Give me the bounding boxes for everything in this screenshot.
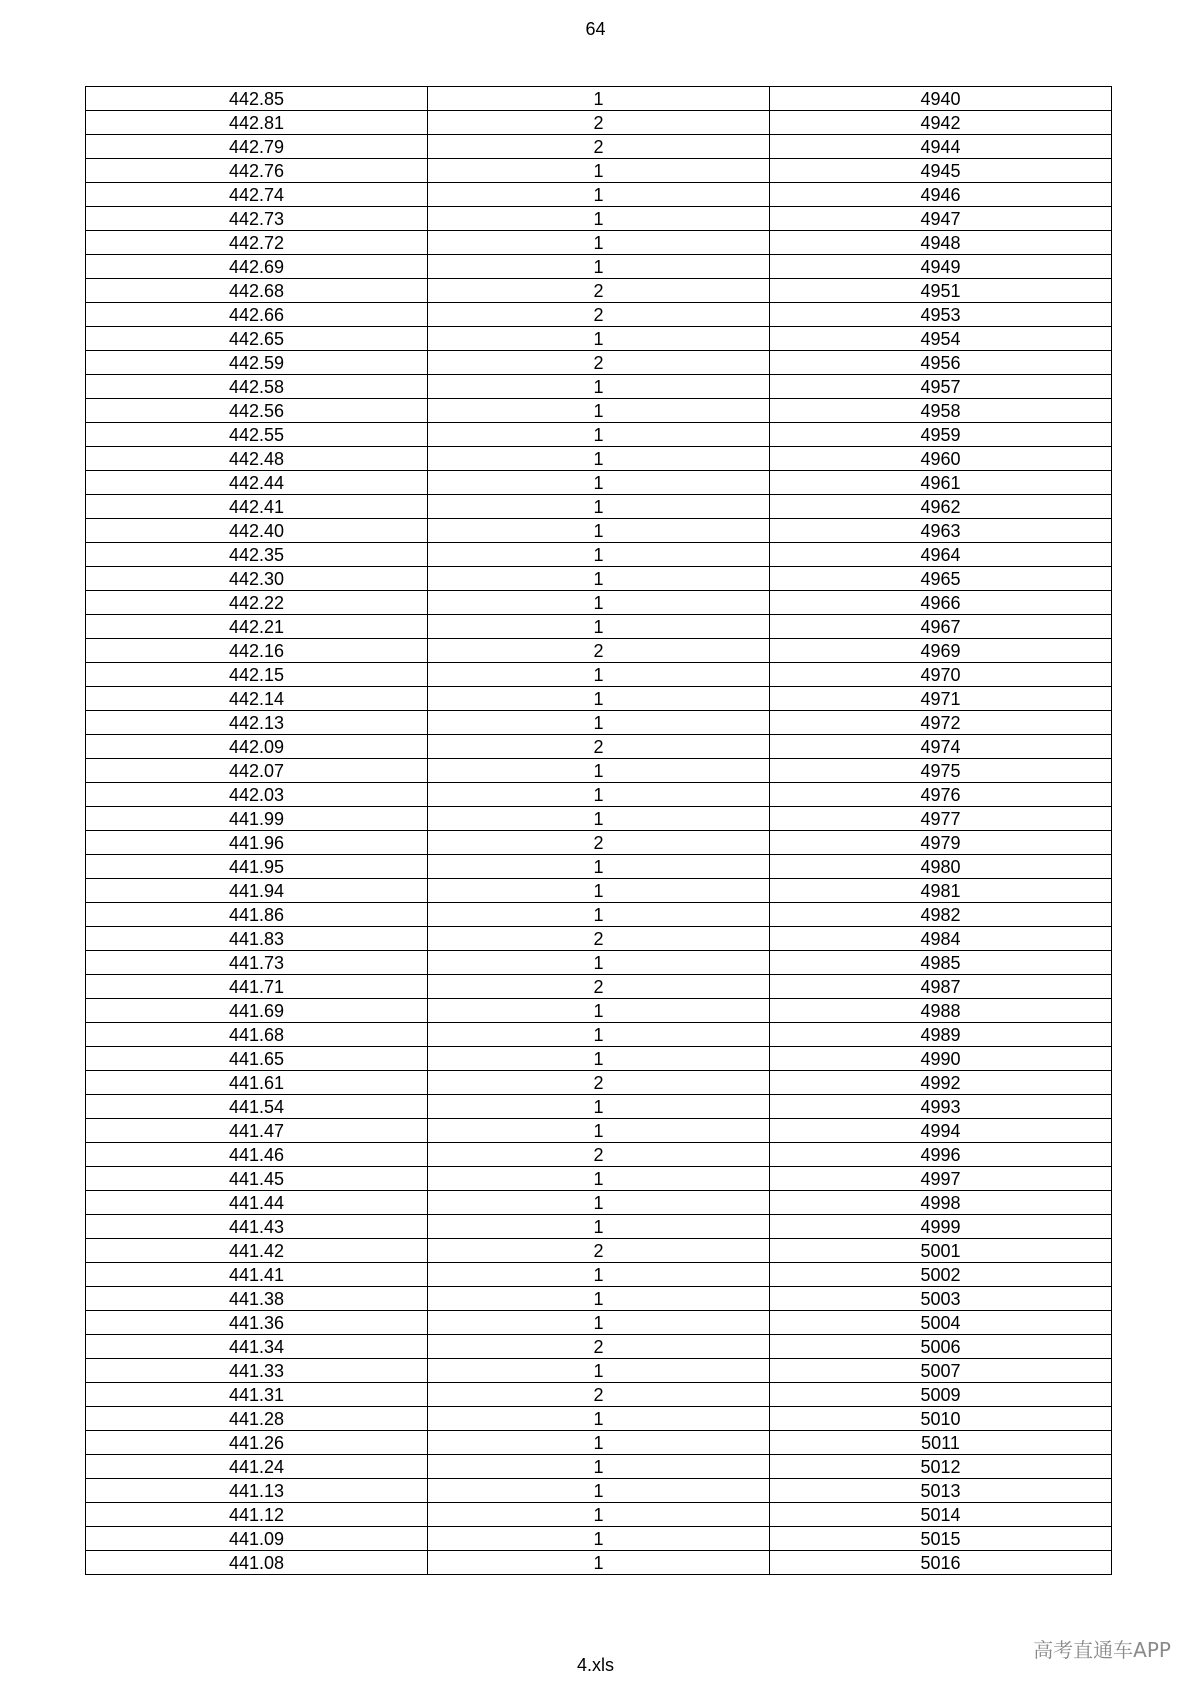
table-row xyxy=(86,1287,1112,1311)
rank-cell: 4985 xyxy=(770,951,1112,975)
rank-cell: 4967 xyxy=(770,615,1112,639)
score-cell: 442.66 xyxy=(86,303,428,327)
rank-cell: 4961 xyxy=(770,471,1112,495)
table-row xyxy=(86,327,1112,351)
table-row xyxy=(86,1407,1112,1431)
table-row xyxy=(86,399,1112,423)
rank-cell: 5007 xyxy=(770,1359,1112,1383)
count-cell: 1 xyxy=(428,783,770,807)
table-row xyxy=(86,1119,1112,1143)
table-row xyxy=(86,807,1112,831)
count-cell: 1 xyxy=(428,1263,770,1287)
count-cell: 1 xyxy=(428,663,770,687)
count-cell: 1 xyxy=(428,567,770,591)
score-cell: 441.34 xyxy=(86,1335,428,1359)
score-cell: 442.72 xyxy=(86,231,428,255)
count-cell: 2 xyxy=(428,303,770,327)
count-cell: 1 xyxy=(428,711,770,735)
count-cell: 2 xyxy=(428,735,770,759)
count-cell: 2 xyxy=(428,1239,770,1263)
table-row xyxy=(86,1143,1112,1167)
score-cell: 441.96 xyxy=(86,831,428,855)
count-cell: 2 xyxy=(428,831,770,855)
score-cell: 441.71 xyxy=(86,975,428,999)
table-row xyxy=(86,783,1112,807)
count-cell: 1 xyxy=(428,1311,770,1335)
score-cell: 441.41 xyxy=(86,1263,428,1287)
rank-cell: 4997 xyxy=(770,1167,1112,1191)
table-row xyxy=(86,111,1112,135)
table-row xyxy=(86,1215,1112,1239)
score-cell: 442.74 xyxy=(86,183,428,207)
score-cell: 441.09 xyxy=(86,1527,428,1551)
score-cell: 441.12 xyxy=(86,1503,428,1527)
count-cell: 2 xyxy=(428,927,770,951)
rank-cell: 4942 xyxy=(770,111,1112,135)
table-row xyxy=(86,1335,1112,1359)
rank-cell: 4956 xyxy=(770,351,1112,375)
rank-cell: 5004 xyxy=(770,1311,1112,1335)
rank-cell: 5003 xyxy=(770,1287,1112,1311)
table-row xyxy=(86,1311,1112,1335)
rank-cell: 4996 xyxy=(770,1143,1112,1167)
score-cell: 441.86 xyxy=(86,903,428,927)
table-row xyxy=(86,543,1112,567)
count-cell: 1 xyxy=(428,375,770,399)
rank-cell: 4946 xyxy=(770,183,1112,207)
count-cell: 1 xyxy=(428,399,770,423)
rank-cell: 4953 xyxy=(770,303,1112,327)
table-row xyxy=(86,1095,1112,1119)
score-cell: 441.68 xyxy=(86,1023,428,1047)
table-row xyxy=(86,1047,1112,1071)
count-cell: 1 xyxy=(428,495,770,519)
count-cell: 2 xyxy=(428,1383,770,1407)
score-cell: 442.22 xyxy=(86,591,428,615)
count-cell: 1 xyxy=(428,1023,770,1047)
table-row xyxy=(86,1071,1112,1095)
rank-cell: 4994 xyxy=(770,1119,1112,1143)
count-cell: 1 xyxy=(428,1215,770,1239)
score-cell: 442.73 xyxy=(86,207,428,231)
rank-cell: 5002 xyxy=(770,1263,1112,1287)
score-cell: 441.36 xyxy=(86,1311,428,1335)
score-cell: 442.65 xyxy=(86,327,428,351)
rank-cell: 4987 xyxy=(770,975,1112,999)
count-cell: 1 xyxy=(428,999,770,1023)
rank-cell: 4969 xyxy=(770,639,1112,663)
score-cell: 442.58 xyxy=(86,375,428,399)
score-cell: 441.46 xyxy=(86,1143,428,1167)
count-cell: 1 xyxy=(428,591,770,615)
table-row xyxy=(86,639,1112,663)
score-cell: 442.21 xyxy=(86,615,428,639)
table-row xyxy=(86,207,1112,231)
rank-cell: 4954 xyxy=(770,327,1112,351)
table-row xyxy=(86,231,1112,255)
table-row xyxy=(86,879,1112,903)
rank-cell: 5013 xyxy=(770,1479,1112,1503)
count-cell: 1 xyxy=(428,1551,770,1575)
score-cell: 442.76 xyxy=(86,159,428,183)
score-cell: 442.30 xyxy=(86,567,428,591)
table-row xyxy=(86,735,1112,759)
score-cell: 441.69 xyxy=(86,999,428,1023)
score-table xyxy=(85,86,1112,1575)
score-cell: 441.95 xyxy=(86,855,428,879)
score-cell: 442.69 xyxy=(86,255,428,279)
table-row xyxy=(86,135,1112,159)
count-cell: 1 xyxy=(428,471,770,495)
count-cell: 1 xyxy=(428,255,770,279)
count-cell: 1 xyxy=(428,159,770,183)
score-cell: 442.81 xyxy=(86,111,428,135)
rank-cell: 5016 xyxy=(770,1551,1112,1575)
count-cell: 1 xyxy=(428,1479,770,1503)
rank-cell: 4974 xyxy=(770,735,1112,759)
count-cell: 2 xyxy=(428,1335,770,1359)
score-cell: 441.83 xyxy=(86,927,428,951)
rank-cell: 4982 xyxy=(770,903,1112,927)
rank-cell: 4989 xyxy=(770,1023,1112,1047)
rank-cell: 4977 xyxy=(770,807,1112,831)
table-row xyxy=(86,903,1112,927)
count-cell: 1 xyxy=(428,1167,770,1191)
table-row xyxy=(86,183,1112,207)
table-row xyxy=(86,663,1112,687)
table-row xyxy=(86,423,1112,447)
score-cell: 441.44 xyxy=(86,1191,428,1215)
table-row xyxy=(86,567,1112,591)
table-row xyxy=(86,1431,1112,1455)
rank-cell: 5010 xyxy=(770,1407,1112,1431)
rank-cell: 4959 xyxy=(770,423,1112,447)
rank-cell: 4960 xyxy=(770,447,1112,471)
count-cell: 1 xyxy=(428,1527,770,1551)
rank-cell: 5012 xyxy=(770,1455,1112,1479)
count-cell: 1 xyxy=(428,1503,770,1527)
score-cell: 442.40 xyxy=(86,519,428,543)
score-cell: 441.13 xyxy=(86,1479,428,1503)
rank-cell: 5009 xyxy=(770,1383,1112,1407)
rank-cell: 4972 xyxy=(770,711,1112,735)
page-number: 64 xyxy=(585,19,606,39)
table-row xyxy=(86,375,1112,399)
table-row xyxy=(86,591,1112,615)
score-cell: 441.45 xyxy=(86,1167,428,1191)
table-row xyxy=(86,1527,1112,1551)
count-cell: 1 xyxy=(428,615,770,639)
table-row xyxy=(86,951,1112,975)
watermark-text: 高考直通车APP xyxy=(1033,1638,1171,1662)
table-row xyxy=(86,519,1112,543)
rank-cell: 4948 xyxy=(770,231,1112,255)
count-cell: 1 xyxy=(428,423,770,447)
rank-cell: 4992 xyxy=(770,1071,1112,1095)
count-cell: 1 xyxy=(428,855,770,879)
score-cell: 442.41 xyxy=(86,495,428,519)
score-cell: 441.26 xyxy=(86,1431,428,1455)
score-cell: 442.55 xyxy=(86,423,428,447)
rank-cell: 4975 xyxy=(770,759,1112,783)
table-row xyxy=(86,711,1112,735)
count-cell: 1 xyxy=(428,1407,770,1431)
score-cell: 441.42 xyxy=(86,1239,428,1263)
table-row xyxy=(86,447,1112,471)
rank-cell: 4970 xyxy=(770,663,1112,687)
rank-cell: 4949 xyxy=(770,255,1112,279)
rank-cell: 4940 xyxy=(770,87,1112,111)
table-row xyxy=(86,1239,1112,1263)
score-cell: 441.43 xyxy=(86,1215,428,1239)
score-cell: 442.79 xyxy=(86,135,428,159)
count-cell: 1 xyxy=(428,231,770,255)
rank-cell: 4947 xyxy=(770,207,1112,231)
score-cell: 442.09 xyxy=(86,735,428,759)
score-cell: 441.99 xyxy=(86,807,428,831)
table-row xyxy=(86,1167,1112,1191)
count-cell: 1 xyxy=(428,327,770,351)
rank-cell: 4999 xyxy=(770,1215,1112,1239)
count-cell: 1 xyxy=(428,447,770,471)
table-row xyxy=(86,855,1112,879)
table-row xyxy=(86,1551,1112,1575)
score-table-body xyxy=(86,87,1112,1575)
table-row xyxy=(86,687,1112,711)
table-row xyxy=(86,303,1112,327)
rank-cell: 4984 xyxy=(770,927,1112,951)
count-cell: 1 xyxy=(428,1287,770,1311)
count-cell: 2 xyxy=(428,135,770,159)
rank-cell: 4962 xyxy=(770,495,1112,519)
score-cell: 441.47 xyxy=(86,1119,428,1143)
score-cell: 441.31 xyxy=(86,1383,428,1407)
count-cell: 2 xyxy=(428,639,770,663)
table-row xyxy=(86,1191,1112,1215)
count-cell: 2 xyxy=(428,1071,770,1095)
count-cell: 1 xyxy=(428,87,770,111)
score-cell: 441.54 xyxy=(86,1095,428,1119)
rank-cell: 4988 xyxy=(770,999,1112,1023)
count-cell: 1 xyxy=(428,183,770,207)
rank-cell: 4971 xyxy=(770,687,1112,711)
count-cell: 1 xyxy=(428,951,770,975)
score-cell: 442.07 xyxy=(86,759,428,783)
table-row xyxy=(86,1263,1112,1287)
rank-cell: 4976 xyxy=(770,783,1112,807)
table-row xyxy=(86,471,1112,495)
score-cell: 441.33 xyxy=(86,1359,428,1383)
rank-cell: 4945 xyxy=(770,159,1112,183)
table-row xyxy=(86,1455,1112,1479)
score-cell: 441.94 xyxy=(86,879,428,903)
table-row xyxy=(86,1479,1112,1503)
score-cell: 441.08 xyxy=(86,1551,428,1575)
rank-cell: 5014 xyxy=(770,1503,1112,1527)
score-cell: 441.73 xyxy=(86,951,428,975)
table-row xyxy=(86,975,1112,999)
score-cell: 442.16 xyxy=(86,639,428,663)
count-cell: 1 xyxy=(428,807,770,831)
table-row xyxy=(86,999,1112,1023)
count-cell: 1 xyxy=(428,1431,770,1455)
rank-cell: 4964 xyxy=(770,543,1112,567)
count-cell: 1 xyxy=(428,879,770,903)
rank-cell: 4958 xyxy=(770,399,1112,423)
score-cell: 442.68 xyxy=(86,279,428,303)
count-cell: 1 xyxy=(428,1047,770,1071)
score-cell: 442.85 xyxy=(86,87,428,111)
score-cell: 442.44 xyxy=(86,471,428,495)
table-row xyxy=(86,759,1112,783)
rank-cell: 4957 xyxy=(770,375,1112,399)
rank-cell: 4944 xyxy=(770,135,1112,159)
count-cell: 2 xyxy=(428,351,770,375)
rank-cell: 4965 xyxy=(770,567,1112,591)
table-row xyxy=(86,495,1112,519)
count-cell: 1 xyxy=(428,1359,770,1383)
score-cell: 442.35 xyxy=(86,543,428,567)
rank-cell: 5015 xyxy=(770,1527,1112,1551)
rank-cell: 4979 xyxy=(770,831,1112,855)
count-cell: 1 xyxy=(428,1119,770,1143)
count-cell: 2 xyxy=(428,111,770,135)
table-row xyxy=(86,615,1112,639)
count-cell: 1 xyxy=(428,1095,770,1119)
table-row xyxy=(86,927,1112,951)
count-cell: 2 xyxy=(428,279,770,303)
count-cell: 2 xyxy=(428,1143,770,1167)
rank-cell: 4998 xyxy=(770,1191,1112,1215)
count-cell: 1 xyxy=(428,1191,770,1215)
score-cell: 441.24 xyxy=(86,1455,428,1479)
score-cell: 442.15 xyxy=(86,663,428,687)
table-row xyxy=(86,159,1112,183)
count-cell: 1 xyxy=(428,1455,770,1479)
table-row xyxy=(86,1359,1112,1383)
rank-cell: 5011 xyxy=(770,1431,1112,1455)
table-row xyxy=(86,87,1112,111)
score-cell: 441.38 xyxy=(86,1287,428,1311)
rank-cell: 4963 xyxy=(770,519,1112,543)
rank-cell: 5001 xyxy=(770,1239,1112,1263)
table-row xyxy=(86,255,1112,279)
rank-cell: 4993 xyxy=(770,1095,1112,1119)
rank-cell: 5006 xyxy=(770,1335,1112,1359)
footer-filename: 4.xls xyxy=(576,1655,614,1675)
score-cell: 441.61 xyxy=(86,1071,428,1095)
count-cell: 2 xyxy=(428,975,770,999)
table-row xyxy=(86,1383,1112,1407)
count-cell: 1 xyxy=(428,207,770,231)
score-cell: 442.03 xyxy=(86,783,428,807)
rank-cell: 4990 xyxy=(770,1047,1112,1071)
table-row xyxy=(86,279,1112,303)
score-cell: 442.59 xyxy=(86,351,428,375)
table-row xyxy=(86,351,1112,375)
rank-cell: 4951 xyxy=(770,279,1112,303)
score-cell: 442.13 xyxy=(86,711,428,735)
score-cell: 442.14 xyxy=(86,687,428,711)
rank-cell: 4980 xyxy=(770,855,1112,879)
count-cell: 1 xyxy=(428,759,770,783)
count-cell: 1 xyxy=(428,687,770,711)
rank-cell: 4966 xyxy=(770,591,1112,615)
score-cell: 442.56 xyxy=(86,399,428,423)
table-row xyxy=(86,831,1112,855)
table-row xyxy=(86,1023,1112,1047)
count-cell: 1 xyxy=(428,519,770,543)
rank-cell: 4981 xyxy=(770,879,1112,903)
count-cell: 1 xyxy=(428,543,770,567)
score-cell: 442.48 xyxy=(86,447,428,471)
count-cell: 1 xyxy=(428,903,770,927)
score-cell: 441.65 xyxy=(86,1047,428,1071)
table-row xyxy=(86,1503,1112,1527)
score-cell: 441.28 xyxy=(86,1407,428,1431)
